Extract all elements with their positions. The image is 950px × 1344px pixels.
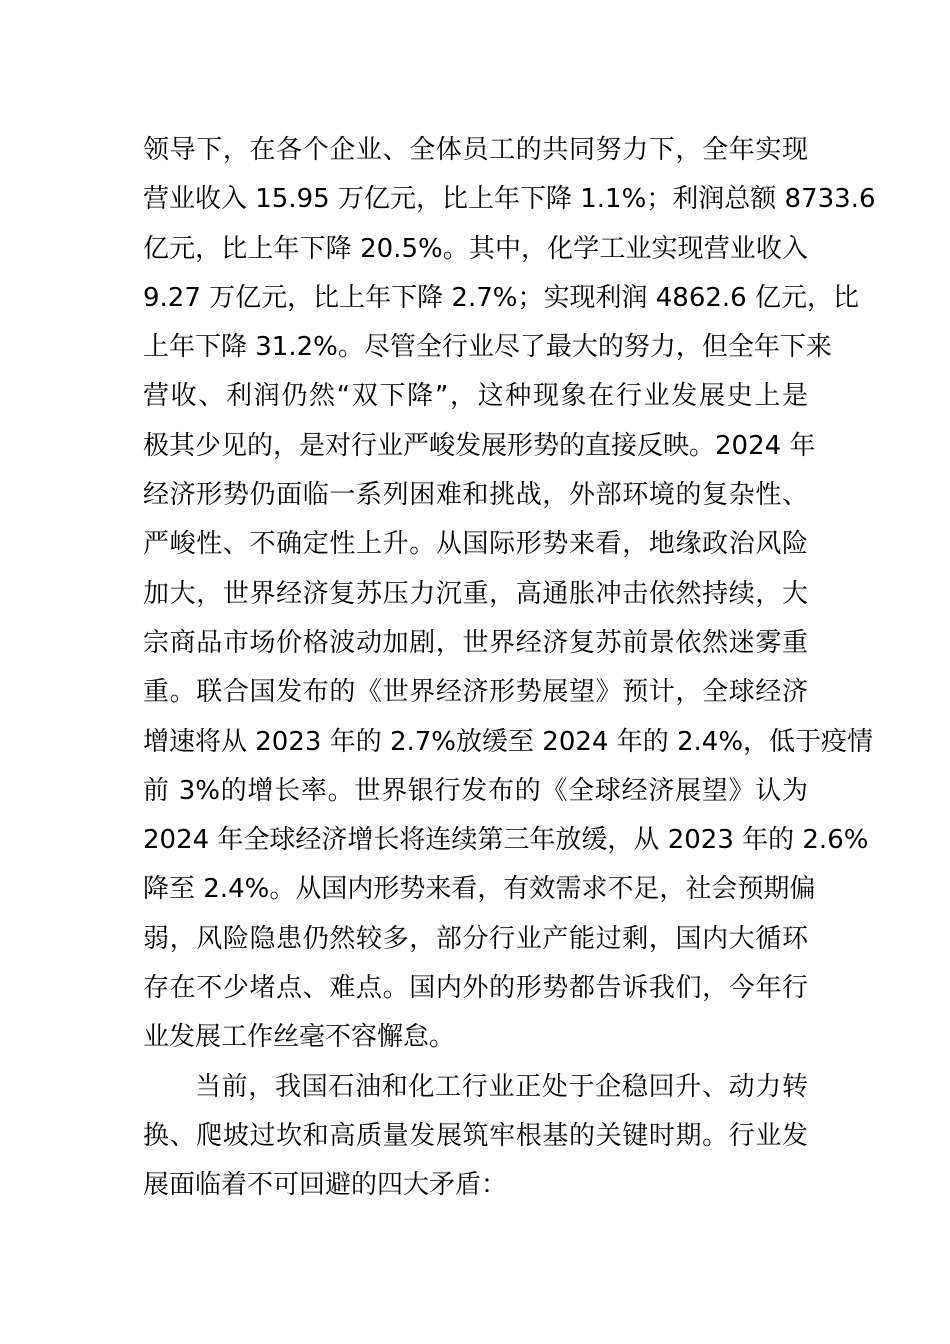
text-line: 换、爬坡过坎和高质量发展筑牢根基的关键时期。行业发 — [143, 1120, 808, 1151]
text-line: 存在不少堵点、难点。国内外的形势都告诉我们，今年行 — [143, 973, 808, 1004]
text-line: 增速将从 2023 年的 2.7%放缓至 2024 年的 2.4%，低于疫情 — [143, 726, 874, 757]
text-line: 重。联合国发布的《世界经济形势展望》预计，全球经济 — [143, 677, 808, 708]
paragraph-2 — [143, 1063, 808, 1211]
text-line: 营业收入 15.95 万亿元，比上年下降 1.1%；利润总额 8733.6 — [143, 184, 876, 215]
text-line: 亿元，比上年下降 20.5%。其中，化学工业实现营业收入 — [143, 233, 808, 264]
text-line: 极其少见的，是对行业严峻发展形势的直接反映。2024 年 — [143, 430, 816, 461]
text-line: 领导下，在各个企业、全体员工的共同努力下，全年实现 — [143, 135, 808, 165]
text-line: 业发展工作丝毫不容懈怠。 — [143, 1022, 456, 1053]
document-body — [143, 126, 876, 1211]
text-line: 宗商品市场价格波动加剧，世界经济复苏前景依然迷雾重 — [143, 627, 808, 658]
text-line: 9.27 万亿元，比上年下降 2.7%；实现利润 4862.6 亿元，比 — [143, 282, 859, 313]
text-line: 2024 年全球经济增长将连续第三年放缓，从 2023 年的 2.6% — [143, 825, 869, 856]
text-line: 严峻性、不确定性上升。从国际形势来看，地缘政治风险 — [143, 529, 808, 560]
text-line: 加大，世界经济复苏压力沉重，高通胀冲击依然持续，大 — [143, 578, 808, 609]
paragraph-1 — [143, 126, 876, 1063]
text-line: 弱，风险隐患仍然较多，部分行业产能过剩，国内大循环 — [143, 923, 808, 954]
text-line: 展面临着不可回避的四大矛盾： — [143, 1170, 508, 1201]
text-line: 当前，我国石油和化工行业正处于企稳回升、动力转 — [195, 1071, 808, 1102]
text-line: 前 3%的增长率。世界银行发布的《全球经济展望》认为 — [143, 775, 808, 806]
text-line: 上年下降 31.2%。尽管全行业尽了最大的努力，但全年下来 — [143, 332, 832, 363]
text-line: 经济形势仍面临一系列困难和挑战，外部环境的复杂性、 — [143, 480, 808, 511]
text-line: 营收、利润仍然“双下降”，这种现象在行业发展史上是 — [143, 381, 808, 412]
text-line: 降至 2.4%。从国内形势来看，有效需求不足，社会预期偏 — [143, 874, 816, 905]
